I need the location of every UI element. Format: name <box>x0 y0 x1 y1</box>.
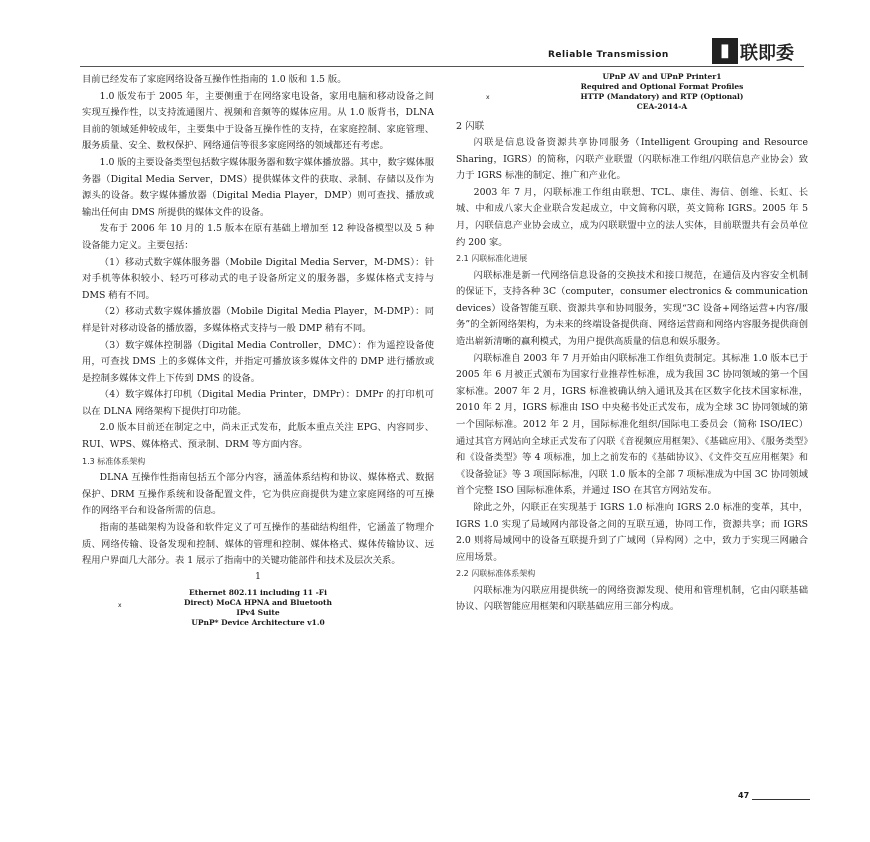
stack-line: Required and Optional Format Profiles <box>580 82 744 91</box>
stack-line: UPnP AV and UPnP Printer1 <box>602 72 722 81</box>
stack-mark: x <box>118 601 122 609</box>
table-page-number: 1 <box>255 571 261 582</box>
paragraph: 1.0 版发布于 2005 年，主要侧重于在网络家电设备，家用电脑和移动设备之间实现互操作性，以支持流通图片、视频和音频等的媒体应用。从 1.0 版背书，DLNA 目前的领域延伸较成年，主要集中于设备互操作性的支持，在家庭控制、家庭管理、服务质量、安全、数权保护、网络通信等很多家庭网络的领域都还有考虑。 <box>82 90 434 152</box>
paragraph: （2）移动式数字媒体播放器（Mobile Digital Media Player，M-DMP）：同样是针对移动设备的播放器，多媒体格式支持与一般 DMP 稍有不同。 <box>82 306 434 334</box>
paragraph: 2003 年 7 月，闪联标准工作组由联想、TCL、康佳、海信、创维、长虹、长城、中和成八家大企业联合发起成立，中文简称闪联，英文简称 IGRS。2005 年 5 月，闪联信息产业协会成立，成为闪联联盟中立的法人实体，目前联盟共有会员单位约 200 家。 <box>456 186 808 248</box>
stack-mark: x <box>486 94 490 101</box>
paragraph: DLNA 互操作性指南包括五个部分内容，涵盖体系结构和协议、媒体格式、数据保护、DRM 互操作系统和设备配置文件，它为供应商提供为建立家庭网络的可互操作的网络平台和设备所需的信息。 <box>82 472 434 517</box>
paragraph: （4）数字媒体打印机（Digital Media Printer，DMPr）：DMPr 的打印机可以在 DLNA 网络架构下提供打印功能。 <box>82 389 434 417</box>
paragraph: （3）数字媒体控制器（Digital Media Controller，DMC）：作为遥控设备使用，可查找 DMS 上的多媒体文件，并指定可播放该多媒体文件的 DMP 进行播放或是控制多媒体文件上下传到 DMS 的设备。 <box>82 339 434 384</box>
logo-text: 联即委 <box>740 43 794 64</box>
paragraph: 指南的基础架构为设备和软件定义了可互操作的基础结构组件，它涵盖了物理介质、网络传输、设备发现和控制、媒体的管理和控制、媒体格式、媒体传输协议、远程用户界面几大部分。表 1 展示了指南中的关键功能部件和技术及层次关系。 <box>82 521 434 567</box>
section-heading-1-3: 1.3 标准体系架构 <box>82 456 146 466</box>
paragraph: 除此之外，闪联正在实现基于 IGRS 1.0 标准向 IGRS 2.0 标准的变革，其中，IGRS 1.0 实现了局域网内部设备之间的互联互通，协同工作，资源共享；而 IGRS 2.0 则将局域网中的设备互联提升到了广域网（异构网）之中，致力于实现三网融合应用场景。 <box>456 501 808 563</box>
protocol-stack-fragment <box>82 588 434 628</box>
paragraph: 闪联标准自 2003 年 7 月开始由闪联标准工作组负责制定。其标准 1.0 版本已于 2005 年 6 月被正式颁布为国家行业推荐性标准，成为我国 3C 协同领域的第一个国家标准。2007 年 2 月，IGRS 标准被确认纳入通讯及其在区数字化技术国家标准，2010 年 2 月，IGRS 标准由 ISO 中央秘书处正式发布，成为全球 3C 协同领域的第一个国际标准。2012 年 2 月，国际标准化组织/国际电工委员会（简称 ISO/IEC）通过其官方网站向全球正式发布了闪联《音视频应用框架》、《基础应用》、《服务类型》和《设备类型》等 4 项标准，加上之前发布的《基础协议》、《文件交互应用框架》和《设备验证》等 3 项国际标准，闪联 1.0 版本的全部 7 项标准成为中国 3C 协同领域首个完整 ISO 国际标准体系，并通过 ISO 在其官方网站发布。 <box>456 352 808 497</box>
paragraph: 闪联是信息设备资源共享协同服务（Intelligent Grouping and Resource Sharing，IGRS）的简称，闪联产业联盟（闪联标准工作组/闪联信息产业协会）致力于 IGRS 标准的制定、推广和产业化。 <box>456 137 808 182</box>
logo-icon: ▮ <box>712 38 738 64</box>
stack-line: UPnP* Device Architecture v1.0 <box>191 617 325 627</box>
logo <box>712 38 808 64</box>
stack-line: HTTP (Mandatory) and RTP (Optional) <box>580 92 744 101</box>
stack-line: IPv4 Suite <box>236 607 280 617</box>
protocol-stack-fragment <box>456 72 808 112</box>
stack-line: Ethernet 802.11 including 11 -Fi <box>189 587 327 597</box>
paragraph: 2.0 版本目前还在制定之中，尚未正式发布，此版本重点关注 EPG、内容同步、RUI、WPS、媒体格式、预录制、DRM 等方面内容。 <box>82 422 434 451</box>
paragraph: 闪联标准是新一代网络信息设备的交换技术和接口规范，在通信及内容安全机制的保证下，支持各种 3C（computer，consumer electronics & communication devices）设备智能互联、资源共享和协同服务，实现“3C 设备+网络运营+内容/服务”的全新网络架构，为未来的终端设备提供商、网络运营商和网络内容服务提供商创造出崭新清晰的赢利模式，为用户提供高质量的信息和娱乐服务。 <box>456 269 808 348</box>
left-column <box>82 72 434 628</box>
section-heading-2-1: 2.1 闪联标准化进展 <box>456 254 528 264</box>
paragraph: 1.0 版的主要设备类型包括数字媒体服务器和数字媒体播放器。其中，数字媒体服务器（Digital Media Server，DMS）提供媒体文件的获取、录制、存储以及作为源头的设备。数字媒体播放器（Digital Media Player，DMP）则可查找、播放或输出任何由 DMS 所提供的媒体文件的设备。 <box>82 156 434 218</box>
section-heading-2-2: 2.2 闪联标准体系架构 <box>456 569 536 579</box>
right-column <box>456 72 808 616</box>
stack-line: CEA-2014-A <box>636 102 688 111</box>
footer-rule <box>752 799 810 800</box>
header-rule <box>80 66 804 67</box>
paragraph: （1）移动式数字媒体服务器（Mobile Digital Media Server，M-DMS）：针对手机等体积较小、轻巧可移动式的电子设备所定义的服务器，多媒体格式支持与 DMS 稍有不同。 <box>82 256 434 301</box>
stack-line: Direct) MoCA HPNA and Bluetooth <box>184 597 332 607</box>
page-number: 47 <box>738 791 750 800</box>
section-heading-2: 2 闪联 <box>456 121 485 132</box>
paragraph: 发布于 2006 年 10 月的 1.5 版本在原有基础上增加至 12 种设备模型以及 5 种设备能力定义。主要包括： <box>82 223 434 251</box>
running-title: Reliable Transmission <box>548 50 669 60</box>
paragraph: 目前已经发布了家庭网络设备互操作性指南的 1.0 版和 1.5 版。 <box>82 74 347 85</box>
paragraph: 闪联标准为闪联应用提供统一的网络资源发现、使用和管理机制，它由闪联基础协议、闪联智能应用框架和闪联基础应用三部分构成。 <box>456 584 808 613</box>
